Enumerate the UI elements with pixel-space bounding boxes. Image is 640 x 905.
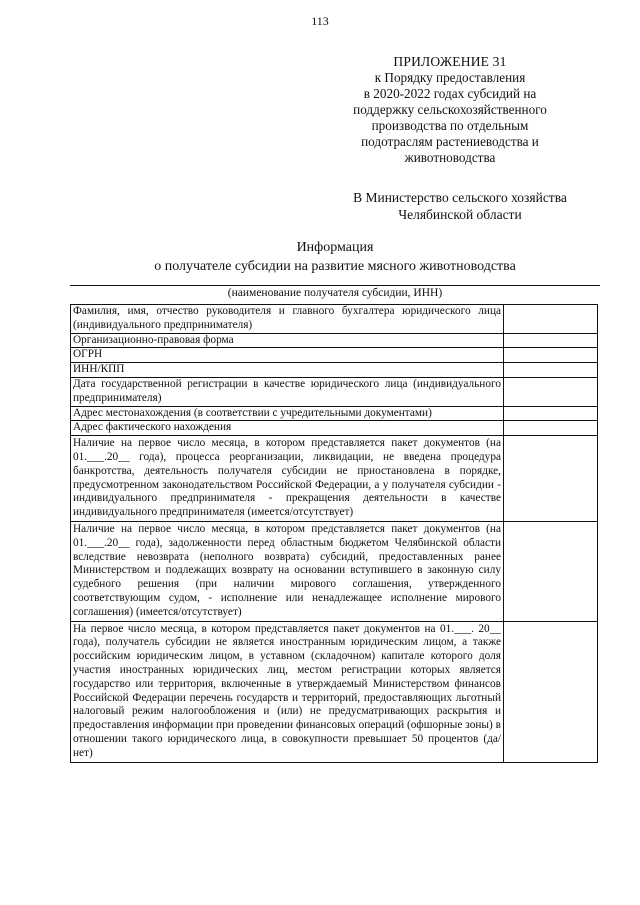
row-label: Организационно-правовая форма — [71, 333, 504, 348]
table-row — [71, 521, 598, 621]
info-table — [70, 304, 598, 763]
document-heading — [70, 238, 600, 276]
table-row — [71, 333, 598, 348]
table-row — [71, 377, 598, 406]
recipient-block — [330, 189, 590, 223]
row-label: На первое число месяца, в котором представляется пакет документов на 01.___. 20__ года), получатель субсидии не является иностранным юридическим лицом, а также российским юридическим лицом, в уставном (складочном) капитале которого доля участия иностранных юридических лиц, местом регистрации которых является государство или территория, включенные в утверждаемый Министерством финансов Российской Федерации перечень государств и территорий, предоставляющих льготный налоговый режим налогообложения и (или) не предусматривающих раскрытия и предоставления информации при проведении финансовых операций (офшорные зоны) в отношении такого юридического лица, в совокупности превышает 50 процентов (да/нет) — [71, 621, 504, 762]
row-value-cell[interactable] — [504, 406, 598, 421]
row-value-cell[interactable] — [504, 348, 598, 363]
table-row — [71, 421, 598, 436]
page-number: 113 — [311, 14, 329, 28]
row-label: ОГРН — [71, 348, 504, 363]
recipient-name-line[interactable] — [70, 285, 600, 286]
row-value-cell[interactable] — [504, 377, 598, 406]
appendix-line: в 2020-2022 годах субсидий на — [363, 86, 537, 101]
row-label: ИНН/КПП — [71, 363, 504, 378]
appendix-line: животноводства — [404, 150, 496, 165]
recipient-line: В Министерство сельского хозяйства — [353, 190, 567, 205]
heading-title: Информация — [296, 240, 374, 255]
row-value-cell[interactable] — [504, 436, 598, 522]
row-value-cell[interactable] — [504, 621, 598, 762]
row-value-cell[interactable] — [504, 421, 598, 436]
row-label: Адрес местонахождения (в соответствии с учредительными документами) — [71, 406, 504, 421]
row-value-cell[interactable] — [504, 333, 598, 348]
recipient-line: Челябинской области — [398, 207, 522, 222]
table-row — [71, 363, 598, 378]
row-label: Адрес фактического нахождения — [71, 421, 504, 436]
row-label: Дата государственной регистрации в качестве юридического лица (индивидуального предпринимателя) — [71, 377, 504, 406]
row-label: Фамилия, имя, отчество руководителя и главного бухгалтера юридического лица (индивидуального предпринимателя) — [71, 305, 504, 334]
row-label: Наличие на первое число месяца, в котором представляется пакет документов (на 01.___.20__ года), процесса реорганизации, ликвидации, не введена процедура банкротства, деятельность получателя субсидии не приостановлена в порядке, предусмотренном законодательством Российской Федерации, а у получателя субсидии - индивидуального предпринимателя - прекращения деятельности в качестве индивидуального предпринимателя (имеется/отсутствует) — [71, 436, 504, 522]
appendix-line: к Порядку предоставления — [374, 70, 526, 85]
appendix-line: подотраслям растениеводства и — [361, 134, 539, 149]
row-value-cell[interactable] — [504, 363, 598, 378]
appendix-line: производства по отдельным — [371, 118, 529, 133]
appendix-title: ПРИЛОЖЕНИЕ 31 — [393, 54, 507, 69]
table-row — [71, 406, 598, 421]
heading-subtitle: о получателе субсидии на развитие мясного животноводства — [154, 259, 516, 274]
row-label: Наличие на первое число месяца, в котором представляется пакет документов (на 01.___.20__ года), задолженности перед областным бюджетом Челябинской области вследствие невозврата (неполного возврата) субсидий, предоставленных ранее Министерством и подлежащих возврату на основании вступившего в законную силу судебного решения (при наличии мирового соглашения, утвержденного соответствующим судом, - исполнение или ненадлежащее исполнение мирового соглашения) (имеется/отсутствует) — [71, 521, 504, 621]
table-row — [71, 621, 598, 762]
table-row — [71, 436, 598, 522]
table-row — [71, 305, 598, 334]
row-value-cell[interactable] — [504, 521, 598, 621]
row-value-cell[interactable] — [504, 305, 598, 334]
table-row — [71, 348, 598, 363]
recipient-name-caption: (наименование получателя субсидии, ИНН) — [227, 287, 443, 299]
appendix-line: поддержку сельскохозяйственного — [353, 102, 547, 117]
appendix-block — [320, 54, 580, 166]
